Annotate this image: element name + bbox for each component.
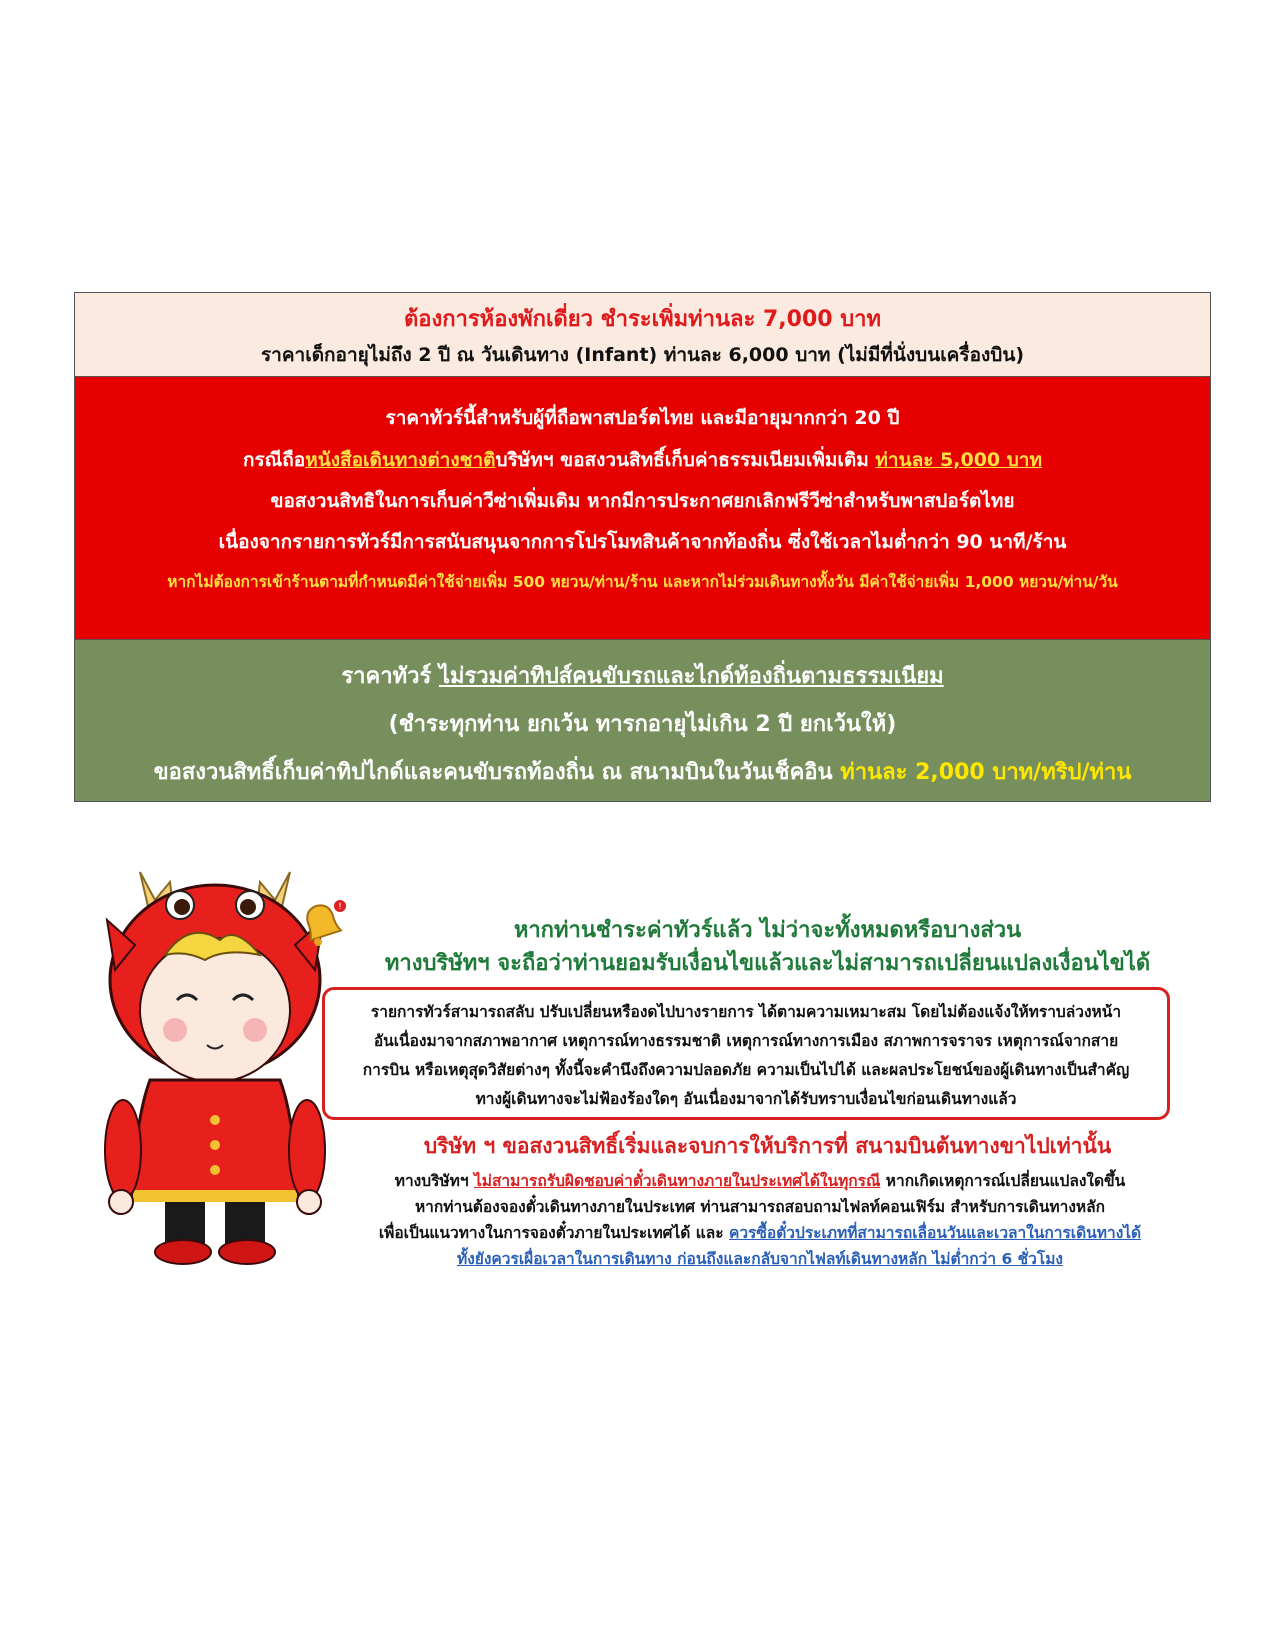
domestic-ticket-suffix: หากเกิดเหตุการณ์เปลี่ยนแปลงใดขึ้น <box>880 1172 1126 1190</box>
single-room-price-row <box>74 292 1211 377</box>
svg-text:!: ! <box>338 902 342 912</box>
foreign-passport-condition <box>75 445 1210 475</box>
foreign-passport-link: หนังสือเดินทางต่างชาติ <box>305 449 496 471</box>
flexible-ticket-advice: ควรซื้อตั๋วประเภทที่สามารถเลื่อนวันและเวลาในการเดินทางได้ <box>728 1224 1142 1242</box>
single-room-supplement: ต้องการห้องพักเดี่ยว ชำระเพิ่มท่านละ 7,000 บาท <box>403 307 882 332</box>
foreign-passport-fee-text: บริษัทฯ ขอสงวนสิทธิ์เก็บค่าธรรมเนียมเพิ่มเติม <box>495 449 876 471</box>
notice-headline-1: หากท่านชำระค่าทัวร์แล้ว ไม่ว่าจะทั้งหมดหรือบางส่วน <box>513 918 1022 943</box>
buffer-time-advice: ทั้งยังควรเผื่อเวลาในการเดินทาง ก่อนถึงและกลับจากไฟลท์เดินทางหลัก ไม่ต่ำกว่า 6 ชั่วโมง <box>456 1250 1063 1268</box>
notice-box-line-2: อันเนื่องมาจากสภาพอากาศ เหตุการณ์ทางธรรมชาติ เหตุการณ์ทางการเมือง สภาพการจราจร เหตุการณ์จากสาย <box>373 1032 1119 1050</box>
tips-prefix: ราคาทัวร์ <box>341 664 439 689</box>
domestic-ticket-line-1 <box>330 1168 1190 1193</box>
domestic-ticket-prefix: ทางบริษัทฯ <box>394 1172 474 1190</box>
tips-exemption: (ชำระทุกท่าน ยกเว้น ทารกอายุไม่เกิน 2 ปี ยกเว้นให้) <box>388 712 897 737</box>
foreign-passport-fee: ท่านละ 5,000 บาท <box>875 449 1043 471</box>
domestic-ticket-guidance: เพื่อเป็นแนวทางในการจองตั๋วภายในประเทศได้ และ <box>378 1224 729 1242</box>
passport-conditions-row <box>74 376 1211 640</box>
infant-price: ราคาเด็กอายุไม่ถึง 2 ปี ณ วันเดินทาง (Infant) ท่านละ 6,000 บาท (ไม่มีที่นั่งบนเครื่องบิน) <box>260 344 1025 366</box>
shop-skip-fee: หากไม่ต้องการเข้าร้านตามที่กำหนดมีค่าใช้จ่ายเพิ่ม 500 หยวน/ท่าน/ร้าน และหากไม่ร่วมเดินทางทั้งวัน มีค่าใช้จ่ายเพิ่ม 1,000 หยวน/ท่าน/วัน <box>167 573 1118 591</box>
domestic-ticket-line-2: หากท่านต้องจองตั๋วเดินทางภายในประเทศ ท่านสามารถสอบถามไฟลท์คอนเฟิร์ม สำหรับการเดินทางหลัก <box>414 1198 1106 1216</box>
tips-collection-text: ขอสงวนสิทธิ์เก็บค่าทิปไกด์และคนขับรถท้องถิ่น ณ สนามบินในวันเช็คอิน <box>153 760 841 785</box>
notice-box-line-1: รายการทัวร์สามารถสลับ ปรับเปลี่ยนหรืองดไปบางรายการ ได้ตามความเหมาะสม โดยไม่ต้องแจ้งให้ทราบล่วงหน้า <box>370 1003 1122 1021</box>
domestic-ticket-liability: ไม่สามารถรับผิดชอบค่าตั๋วเดินทางภายในประเทศได้ในทุกรณี <box>473 1172 881 1190</box>
bell-icon <box>296 898 348 950</box>
tips-not-included <box>75 658 1210 693</box>
tips-amount: ท่านละ 2,000 บาท/ทริป/ท่าน <box>840 760 1132 785</box>
domestic-ticket-line-4 <box>330 1246 1190 1271</box>
tips-collection <box>75 754 1210 789</box>
itinerary-change-notice-box <box>322 987 1170 1120</box>
notice-box-line-3: การบิน หรือเหตุสุดวิสัยต่างๆ ทั้งนี้จะคำนึงถึงความปลอดภัย ความเป็นไปได้ และผลประโยชน์ของผู้เดินทางเป็นสำคัญ <box>362 1061 1130 1079</box>
foreign-passport-prefix: กรณีถือ <box>242 449 306 471</box>
service-start-end-headline: บริษัท ฯ ขอสงวนสิทธิ์เริ่มและจบการให้บริการที่ สนามบินต้นทางขาไปเท่านั้น <box>423 1134 1112 1158</box>
notice-headline-2: ทางบริษัทฯ จะถือว่าท่านยอมรับเงื่อนไขแล้วและไม่สามารถเปลี่ยนแปลงเงื่อนไขได้ <box>384 951 1151 976</box>
domestic-ticket-line-3 <box>330 1220 1190 1245</box>
tips-not-included-text: ไม่รวมค่าทิปส์คนขับรถและไกด์ท้องถิ่นตามธรรมเนียม <box>438 664 944 689</box>
visa-fee-condition: ขอสงวนสิทธิในการเก็บค่าวีซ่าเพิ่มเติม หากมีการประกาศยกเลิกฟรีวีซ่าสำหรับพาสปอร์ตไทย <box>270 490 1015 512</box>
tips-conditions-row <box>74 639 1211 802</box>
notice-box-line-4: ทางผู้เดินทางจะไม่ฟ้องร้องใดๆ อันเนื่องมาจากได้รับทราบเงื่อนไขก่อนเดินทางแล้ว <box>475 1090 1017 1108</box>
thai-passport-condition: ราคาทัวร์นี้สำหรับผู้ที่ถือพาสปอร์ตไทย และมีอายุมากกว่า 20 ปี <box>385 407 900 429</box>
shop-visit-condition: เนื่องจากรายการทัวร์มีการสนับสนุนจากการโปรโมทสินค้าจากท้องถิ่น ซึ่งใช้เวลาไมต่ำกว่า 90 นาที/ร้าน <box>218 531 1067 553</box>
